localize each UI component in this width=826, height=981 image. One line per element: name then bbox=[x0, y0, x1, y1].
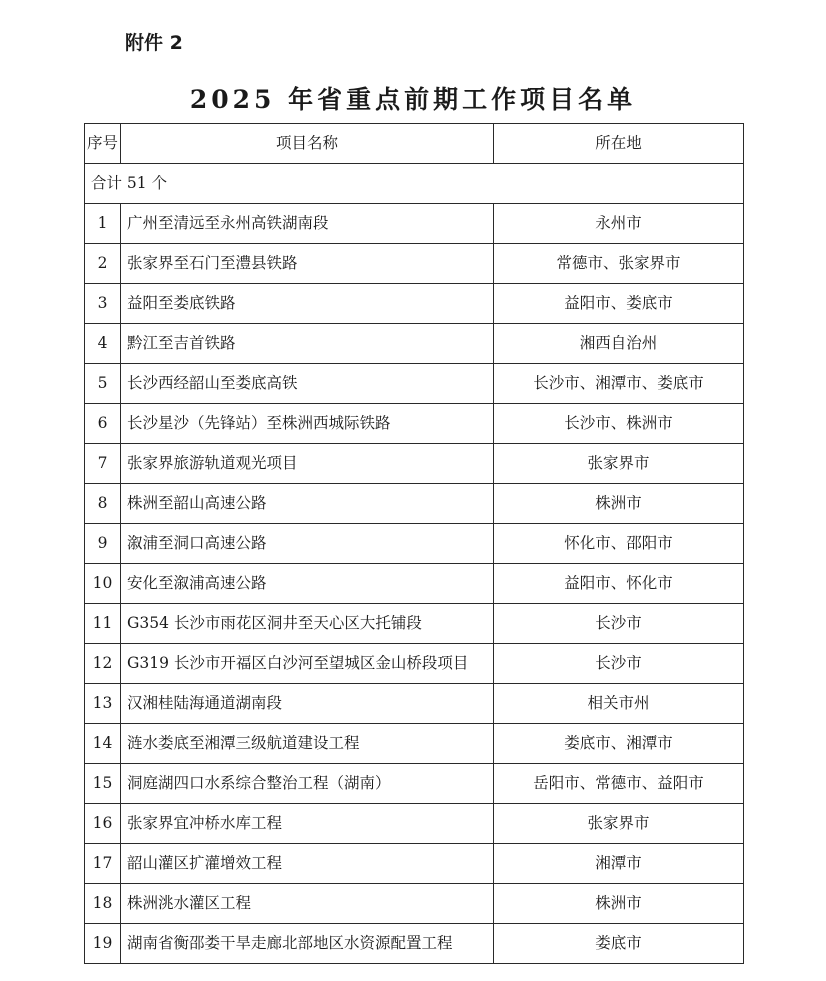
row-number: 17 bbox=[85, 844, 121, 884]
project-location: 长沙市 bbox=[494, 604, 744, 644]
project-name: G319 长沙市开福区白沙河至望城区金山桥段项目 bbox=[121, 644, 494, 684]
table-row bbox=[85, 884, 744, 924]
header-location: 所在地 bbox=[494, 124, 744, 164]
project-location: 娄底市、湘潭市 bbox=[494, 724, 744, 764]
project-location: 张家界市 bbox=[494, 804, 744, 844]
project-name: 长沙星沙（先锋站）至株洲西城际铁路 bbox=[121, 404, 494, 444]
project-name: 张家界旅游轨道观光项目 bbox=[121, 444, 494, 484]
project-name: 汉湘桂陆海通道湖南段 bbox=[121, 684, 494, 724]
row-number: 3 bbox=[85, 284, 121, 324]
project-location: 湘潭市 bbox=[494, 844, 744, 884]
project-name: 洞庭湖四口水系综合整治工程（湖南） bbox=[121, 764, 494, 804]
project-name: 张家界宜冲桥水库工程 bbox=[121, 804, 494, 844]
row-number: 16 bbox=[85, 804, 121, 844]
project-location: 益阳市、娄底市 bbox=[494, 284, 744, 324]
row-number: 6 bbox=[85, 404, 121, 444]
table-row bbox=[85, 604, 744, 644]
project-location: 益阳市、怀化市 bbox=[494, 564, 744, 604]
project-location: 常德市、张家界市 bbox=[494, 244, 744, 284]
row-number: 19 bbox=[85, 924, 121, 964]
table-row bbox=[85, 684, 744, 724]
row-number: 9 bbox=[85, 524, 121, 564]
project-location: 湘西自治州 bbox=[494, 324, 744, 364]
row-number: 11 bbox=[85, 604, 121, 644]
project-location: 株洲市 bbox=[494, 484, 744, 524]
table-row bbox=[85, 644, 744, 684]
row-number: 1 bbox=[85, 204, 121, 244]
table-row bbox=[85, 524, 744, 564]
project-location: 张家界市 bbox=[494, 444, 744, 484]
project-location: 岳阳市、常德市、益阳市 bbox=[494, 764, 744, 804]
row-number: 12 bbox=[85, 644, 121, 684]
row-number: 18 bbox=[85, 884, 121, 924]
table-row bbox=[85, 404, 744, 444]
attachment-label: 附件 2 bbox=[125, 32, 183, 54]
table-row bbox=[85, 804, 744, 844]
project-name: 涟水娄底至湘潭三级航道建设工程 bbox=[121, 724, 494, 764]
table-row bbox=[85, 244, 744, 284]
table-row bbox=[85, 324, 744, 364]
row-number: 10 bbox=[85, 564, 121, 604]
project-location: 长沙市、株洲市 bbox=[494, 404, 744, 444]
project-name: 益阳至娄底铁路 bbox=[121, 284, 494, 324]
header-number: 序号 bbox=[85, 124, 121, 164]
table-row bbox=[85, 484, 744, 524]
table-row bbox=[85, 924, 744, 964]
project-location: 娄底市 bbox=[494, 924, 744, 964]
project-location: 永州市 bbox=[494, 204, 744, 244]
total-count: 合计 51 个 bbox=[85, 164, 744, 204]
project-name: 长沙西经韶山至娄底高铁 bbox=[121, 364, 494, 404]
project-name: 黔江至吉首铁路 bbox=[121, 324, 494, 364]
project-location: 怀化市、邵阳市 bbox=[494, 524, 744, 564]
table-row bbox=[85, 284, 744, 324]
project-name: 张家界至石门至澧县铁路 bbox=[121, 244, 494, 284]
project-name: 株洲至韶山高速公路 bbox=[121, 484, 494, 524]
project-location: 相关市州 bbox=[494, 684, 744, 724]
table-row bbox=[85, 204, 744, 244]
document-title: 2025 年省重点前期工作项目名单 bbox=[189, 85, 637, 114]
project-name: 湖南省衡邵娄干旱走廊北部地区水资源配置工程 bbox=[121, 924, 494, 964]
table-row bbox=[85, 444, 744, 484]
project-name: 溆浦至洞口高速公路 bbox=[121, 524, 494, 564]
project-name: G354 长沙市雨花区洞井至天心区大托铺段 bbox=[121, 604, 494, 644]
table-row bbox=[85, 844, 744, 884]
header-project-name: 项目名称 bbox=[121, 124, 494, 164]
row-number: 8 bbox=[85, 484, 121, 524]
total-row bbox=[85, 164, 744, 204]
project-name: 安化至溆浦高速公路 bbox=[121, 564, 494, 604]
row-number: 5 bbox=[85, 364, 121, 404]
project-name: 广州至清远至永州高铁湖南段 bbox=[121, 204, 494, 244]
table-header-row bbox=[85, 124, 744, 164]
row-number: 15 bbox=[85, 764, 121, 804]
table-row bbox=[85, 764, 744, 804]
table-row bbox=[85, 364, 744, 404]
project-location: 株洲市 bbox=[494, 884, 744, 924]
table-row bbox=[85, 564, 744, 604]
table-row bbox=[85, 724, 744, 764]
project-table bbox=[84, 123, 744, 964]
project-name: 韶山灌区扩灌增效工程 bbox=[121, 844, 494, 884]
row-number: 4 bbox=[85, 324, 121, 364]
row-number: 2 bbox=[85, 244, 121, 284]
row-number: 13 bbox=[85, 684, 121, 724]
project-location: 长沙市 bbox=[494, 644, 744, 684]
row-number: 14 bbox=[85, 724, 121, 764]
row-number: 7 bbox=[85, 444, 121, 484]
project-name: 株洲洮水灌区工程 bbox=[121, 884, 494, 924]
project-location: 长沙市、湘潭市、娄底市 bbox=[494, 364, 744, 404]
